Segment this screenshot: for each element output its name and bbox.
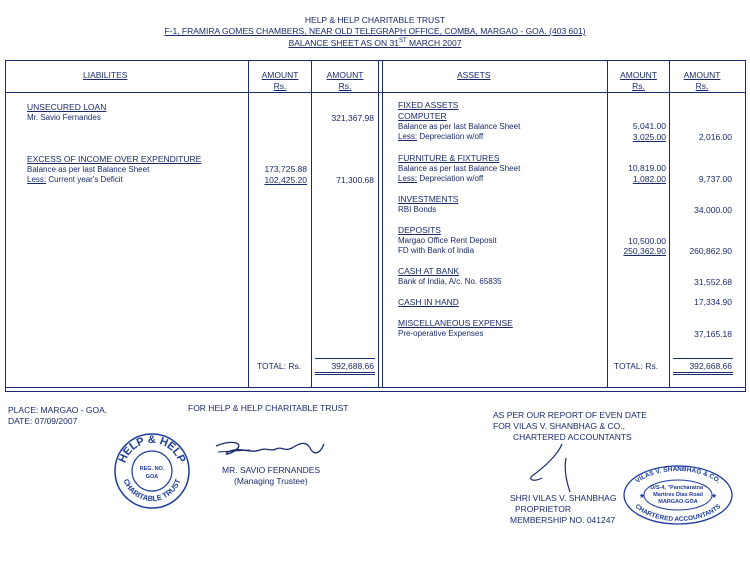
membership-number: MEMBERSHIP NO. 041247: [510, 515, 616, 525]
trustee-signature: [210, 434, 330, 466]
amount-header-2: AMOUNT: [326, 70, 364, 80]
col-divider-3: [378, 60, 379, 388]
col-divider-3b: [382, 60, 383, 388]
deposits-heading: DEPOSITS: [398, 225, 441, 235]
deposits-rent-line: Margao Office Rent Deposit: [398, 236, 497, 245]
furniture-sub-depreciation: 1,082.00: [632, 174, 666, 184]
ca-seal-star-left-icon: ★: [638, 493, 646, 500]
ca-seal-bottom-text: CHARTERED ACCOUNTANTS: [633, 503, 723, 524]
liabilities-total-amount: 392,688.66: [331, 361, 374, 371]
assets-total-amount: 392,668.66: [689, 361, 732, 371]
computer-heading: COMPUTER: [398, 111, 447, 121]
liabilities-header: LIABILITES: [83, 70, 128, 80]
unsecured-loan-heading: UNSECURED LOAN: [27, 102, 107, 112]
rs-header-4: Rs.: [695, 81, 709, 91]
computer-sub-balance: 5,041.00: [632, 121, 666, 131]
liabilities-total-rule: [315, 358, 375, 359]
header-divider: [5, 92, 746, 93]
for-trust-line: FOR HELP & HELP CHARITABLE TRUST: [188, 403, 349, 413]
furniture-heading: FURNITURE & FIXTURES: [398, 153, 500, 163]
ca-firm-seal-stamp: [622, 464, 734, 526]
date-line: DATE: 07/09/2007: [8, 416, 78, 426]
excess-sub-deficit: 102,425.20: [264, 175, 307, 185]
rs-header-1: Rs.: [273, 81, 287, 91]
auditor-role: PROPRIETOR: [515, 504, 572, 514]
org-name: HELP & HELP CHARITABLE TRUST: [304, 15, 446, 25]
ca-seal-line-2: Martires Dias Road: [653, 492, 703, 498]
cash-at-bank-heading: CASH AT BANK: [398, 266, 460, 276]
investments-heading: INVESTMENTS: [398, 194, 459, 204]
bottom-rule: [5, 387, 746, 388]
report-line-1: AS PER OUR REPORT OF EVEN DATE: [493, 410, 647, 420]
auditor-name: SHRI VILAS V. SHANBHAG: [510, 493, 617, 503]
excess-balance-line: Balance as per last Balance Sheet: [27, 165, 150, 174]
liabilities-total-label: TOTAL: Rs.: [257, 361, 302, 371]
furniture-sub-balance: 10,819.00: [628, 163, 666, 173]
investments-amount: 34,000.00: [694, 205, 732, 215]
loan-amount: 321,367.98: [331, 113, 374, 123]
trust-seal-top-text: HELP & HELP: [116, 433, 188, 465]
cash-in-hand-amount: 17,334.90: [694, 297, 732, 307]
computer-depreciation-line: Less: Depreciation w/off: [398, 132, 484, 141]
deposits-amount: 260,862.90: [689, 246, 732, 256]
svg-text:CHARITABLE TRUST: [121, 477, 182, 503]
col-divider-4: [607, 60, 608, 388]
misc-expense-amount: 37,165.18: [694, 329, 732, 339]
liabilities-total-double-rule: [315, 372, 375, 375]
col-divider-2: [311, 60, 312, 388]
svg-text:VILAS V. SHANBHAG & CO.: [635, 466, 722, 485]
loan-holder-name: Mr. Savio Fernandes: [27, 113, 101, 122]
ca-seal-line-1: D/S-4, "Pancharatna": [650, 485, 706, 491]
org-address: F-1, FRAMIRA GOMES CHAMBERS, NEAR OLD TELEGRAPH OFFICE, COMBA, MARGAO - GOA. (403 601): [164, 26, 586, 36]
excess-amount: 71,300.68: [336, 175, 374, 185]
rs-header-2: Rs.: [338, 81, 352, 91]
trustee-name: MR. SAVIO FERNANDES: [222, 465, 321, 475]
trust-seal-stamp: [113, 432, 191, 510]
excess-sub-balance: 173,725.88: [264, 164, 307, 174]
rs-header-3: Rs.: [632, 81, 645, 91]
trust-seal-center-2: GOA: [145, 474, 159, 480]
svg-text:HELP & HELP: [117, 434, 188, 465]
computer-sub-depreciation: 3,025.00: [632, 132, 666, 142]
deposits-fd-line: FD with Bank of India: [398, 246, 475, 255]
assets-header: ASSETS: [457, 70, 491, 80]
excess-deficit-line: Less: Current year's Deficit: [27, 175, 123, 184]
ca-seal-top-text: VILAS V. SHANBHAG & CO.: [634, 465, 722, 485]
report-line-3: CHARTERED ACCOUNTANTS: [513, 432, 632, 442]
cash-in-hand-heading: CASH IN HAND: [398, 297, 459, 307]
svg-text:CHARTERED ACCOUNTANTS: [634, 503, 723, 523]
excess-income-heading: EXCESS OF INCOME OVER EXPENDITURE: [27, 154, 202, 164]
deposits-sub-fd: 250,362.90: [623, 246, 666, 256]
amount-header-1: AMOUNT: [261, 70, 299, 80]
report-line-2: FOR VILAS V. SHANBHAG & CO.,: [493, 421, 625, 431]
computer-amount: 2,016.00: [698, 132, 732, 142]
furniture-balance-line: Balance as per last Balance Sheet: [398, 164, 521, 173]
balance-sheet-table: [5, 60, 746, 392]
auditor-signature: [520, 440, 600, 496]
sheet-title: BALANCE SHEET AS ON 31ST MARCH 2007: [288, 38, 462, 48]
cash-at-bank-line: Bank of India, A/c. No. 65835: [398, 277, 502, 286]
fixed-assets-heading: FIXED ASSETS: [398, 100, 459, 110]
trustee-role: (Managing Trustee): [234, 476, 308, 486]
place-line: PLACE: MARGAO - GOA.: [8, 405, 108, 415]
furniture-amount: 9,737.00: [698, 174, 732, 184]
misc-expense-line: Pre-operative Expenses: [398, 329, 484, 338]
ca-seal-star-right-icon: ★: [710, 493, 718, 500]
furniture-depreciation-line: Less: Depreciation w/off: [398, 174, 484, 183]
investments-line: RBI Bonds: [398, 205, 437, 214]
assets-total-rule: [673, 358, 733, 359]
assets-total-double-rule: [673, 372, 733, 375]
cash-at-bank-amount: 31,552.68: [694, 277, 732, 287]
deposits-sub-rent: 10,500.00: [628, 236, 666, 246]
ca-seal-line-3: MARGAO-GOA: [658, 499, 698, 505]
computer-balance-line: Balance as per last Balance Sheet: [398, 122, 521, 131]
amount-header-4: AMOUNT: [683, 70, 721, 80]
amount-header-3: AMOUNT: [620, 70, 657, 80]
trust-seal-center-1: REG. NO.: [139, 466, 165, 472]
col-divider-1: [248, 60, 249, 388]
misc-expense-heading: MISCELLANEOUS EXPENSE: [398, 318, 513, 328]
trust-seal-bottom-text: CHARITABLE TRUST: [121, 477, 183, 504]
assets-total-label: TOTAL: Rs.: [614, 361, 659, 371]
